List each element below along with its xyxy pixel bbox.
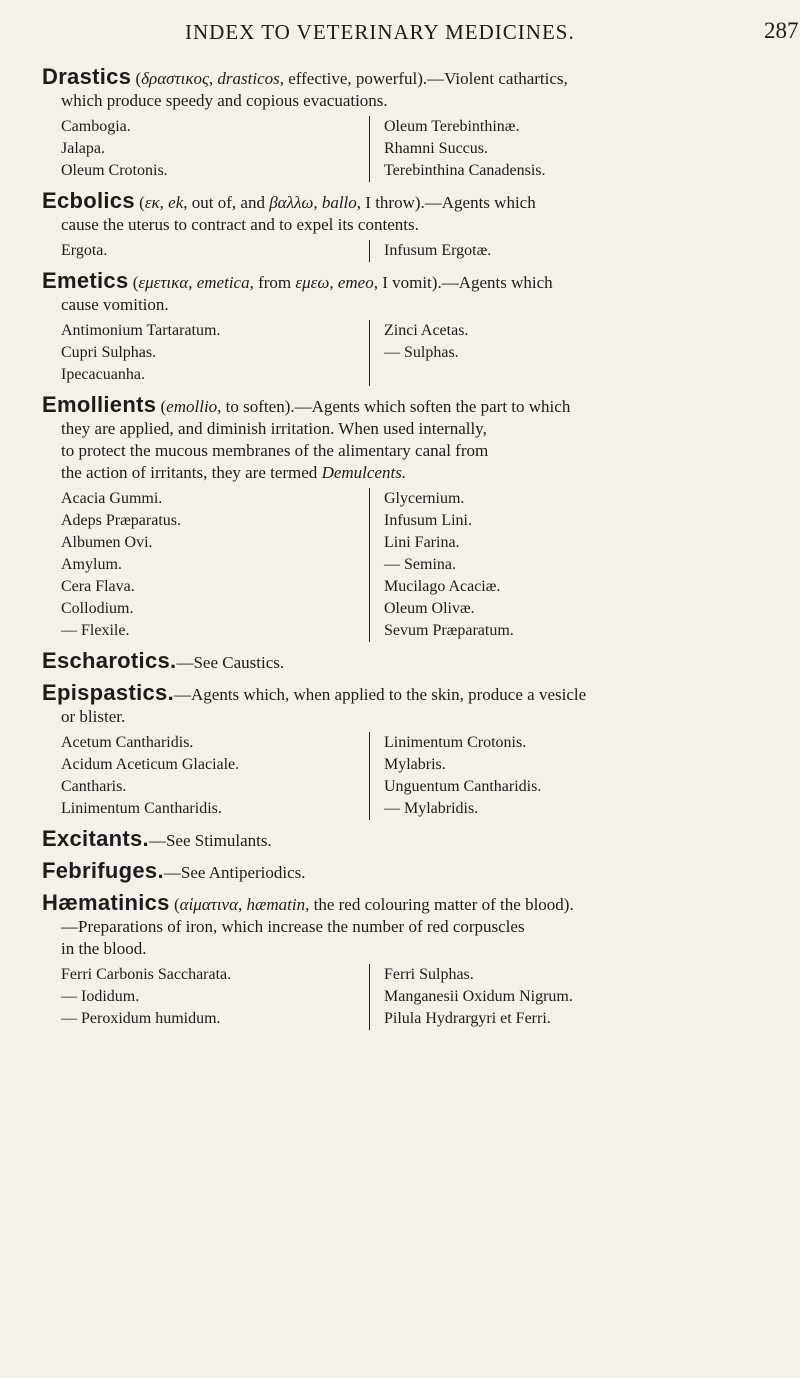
preparation-item: Amylum. [61, 556, 122, 573]
preparations-left-column [42, 732, 369, 820]
definition: —Agents which soften the part to which [294, 397, 571, 416]
greek-word: δραστικος [141, 69, 209, 88]
preparation-item: Mylabris. [384, 756, 446, 773]
latin-word: hæmatin [246, 895, 306, 914]
preparation-item: — Semina. [384, 556, 456, 573]
definition-continuation: cause the uterus to contract and to expel its contents. [61, 215, 419, 234]
preparation-item: Pilula Hydrargyri et Ferri. [384, 1010, 551, 1027]
preparation-item: Cambogia. [61, 118, 131, 135]
preparation-item: Mucilago Acaciæ. [384, 578, 501, 595]
entry-epispastics [42, 682, 782, 820]
preparations-list [42, 964, 782, 1030]
definition: —Agents which, when applied to the skin, produce a vesicle [174, 685, 587, 704]
cross-reference: —See Antiperiodics. [163, 863, 306, 882]
preparation-item: Manganesii Oxidum Nigrum. [384, 988, 573, 1005]
preparations-right-column [369, 240, 491, 262]
preparation-item: Jalapa. [61, 140, 105, 157]
entry-emollients [42, 394, 782, 642]
entry-drastics [42, 66, 782, 182]
entry-emetics [42, 270, 782, 386]
preparation-item: Unguentum Cantharidis. [384, 778, 542, 795]
entry-term: Emetics [42, 268, 129, 293]
preparations-left-column [42, 964, 369, 1030]
latin-word: emollio [166, 397, 218, 416]
definition-continuation: cause vomition. [61, 295, 169, 314]
greek-word: εμετικα [138, 273, 189, 292]
entry-term: Epispastics. [42, 680, 174, 705]
entry-febrifuges [42, 860, 782, 884]
preparation-item: Ferri Sulphas. [384, 966, 474, 983]
cross-reference: —See Stimulants. [148, 831, 272, 850]
preparations-left-column [42, 116, 369, 182]
preparation-item: Terebinthina Canadensis. [384, 162, 546, 179]
page-number: 287 [764, 18, 799, 43]
preparation-item: Zinci Acetas. [384, 322, 469, 339]
greek-word: εκ [144, 193, 160, 212]
latin-word: ballo [321, 193, 357, 212]
greek-word: αἱματινα [179, 895, 239, 914]
preparation-item: Collodium. [61, 600, 134, 617]
preparations-right-column [369, 732, 541, 820]
preparation-item: Infusum Ergotæ. [384, 242, 492, 259]
definition-continuation: they are applied, and diminish irritation. When used internally, [61, 419, 487, 438]
entry-heading [42, 682, 782, 706]
entry-heading [42, 650, 782, 674]
entry-ecbolics [42, 190, 782, 262]
preparation-item: — Peroxidum humidum. [61, 1010, 221, 1027]
entry-term: Excitants. [42, 826, 149, 851]
entry-heading: Hæmatinics (αἱματινα, hæmatin, the red colouring matter of the blood). [42, 890, 574, 915]
preparation-item: — Iodidum. [61, 988, 140, 1005]
preparation-item: Ferri Carbonis Saccharata. [61, 966, 232, 983]
preparations-list [42, 732, 782, 820]
preparations-left-column [42, 488, 369, 642]
preparation-item: Cera Flava. [61, 578, 135, 595]
preparations-right-column [369, 320, 468, 386]
preparation-item: Acidum Aceticum Glaciale. [61, 756, 240, 773]
preparation-item: Lini Farina. [384, 534, 460, 551]
preparation-item: Antimonium Tartaratum. [61, 322, 221, 339]
index-content [42, 66, 782, 1038]
entry-heading [42, 828, 782, 852]
entry-term: Drastics [42, 64, 132, 89]
latin-word: ek [168, 193, 184, 212]
cross-reference: —See Caustics. [176, 653, 285, 672]
preparations-left-column [42, 240, 369, 262]
preparation-item: Oleum Terebinthinæ. [384, 118, 520, 135]
entry-heading: Emollients (emollio, to soften).—Agents which soften the part to which [42, 392, 571, 417]
preparation-item: Rhamni Succus. [384, 140, 488, 157]
definition: —Agents which [424, 193, 536, 212]
definition-continuation: or blister. [61, 707, 126, 726]
preparation-item: Albumen Ovi. [61, 534, 153, 551]
entry-heading: Ecbolics (εκ, ek, out of, and βαλλω, ballo, I throw).—Agents which [42, 188, 536, 213]
latin-word: emeo [337, 273, 374, 292]
preparation-item: Ipecacuanha. [61, 366, 145, 383]
preparation-item: Oleum Olivæ. [384, 600, 475, 617]
preparation-item: Acetum Cantharidis. [61, 734, 194, 751]
preparations-right-column [369, 488, 514, 642]
entry-excitants [42, 828, 782, 852]
latin-word: emetica [196, 273, 250, 292]
cross-reference: Demulcents. [321, 463, 407, 482]
preparation-item: — Flexile. [61, 622, 130, 639]
preparation-item: Sevum Præparatum. [384, 622, 514, 639]
preparation-item: — Sulphas. [384, 344, 459, 361]
definition-continuation: —Preparations of iron, which increase the number of red corpuscles [61, 917, 525, 936]
entry-haematinics [42, 892, 782, 1030]
definition-continuation: which produce speedy and copious evacuations. [61, 91, 388, 110]
entry-escharotics [42, 650, 782, 674]
preparation-item: Cantharis. [61, 778, 127, 795]
entry-term: Hæmatinics [42, 890, 170, 915]
preparations-left-column [42, 320, 369, 386]
preparation-item: Oleum Crotonis. [61, 162, 168, 179]
preparation-item: Linimentum Cantharidis. [61, 800, 222, 817]
entry-heading: Drastics (δραστικος, drasticos, effective, powerful).—Violent cathartics, [42, 64, 568, 89]
definition-continuation: the action of irritants, they are termed Demulcents. [61, 463, 407, 482]
preparation-item: Acacia Gummi. [61, 490, 163, 507]
preparations-right-column [369, 116, 546, 182]
entry-term: Ecbolics [42, 188, 135, 213]
running-head: INDEX TO VETERINARY MEDICINES. [185, 20, 575, 44]
preparation-item: Glycernium. [384, 490, 465, 507]
entry-heading [42, 860, 782, 884]
definition-continuation: to protect the mucous membranes of the alimentary canal from [61, 441, 489, 460]
preparations-list [42, 116, 782, 182]
preparation-item: Ergota. [61, 242, 108, 259]
greek-word: εμεω [295, 273, 330, 292]
entry-term: Escharotics. [42, 648, 177, 673]
preparations-list [42, 240, 782, 262]
preparations-list [42, 488, 782, 642]
entry-term: Febrifuges. [42, 858, 164, 883]
preparation-item: Infusum Lini. [384, 512, 472, 529]
preparations-list [42, 320, 782, 386]
preparations-right-column [369, 964, 573, 1030]
greek-word: βαλλω [269, 193, 314, 212]
preparation-item: Linimentum Crotonis. [384, 734, 527, 751]
definition: —Violent cathartics, [427, 69, 568, 88]
preparation-item: Adeps Præparatus. [61, 512, 181, 529]
latin-word: drasticos [217, 69, 280, 88]
entry-heading: Emetics (εμετικα, emetica, from εμεω, emeo, I vomit).—Agents which [42, 268, 553, 293]
definition: —Agents which [441, 273, 553, 292]
entry-term: Emollients [42, 392, 157, 417]
preparation-item: — Mylabridis. [384, 800, 479, 817]
preparation-item: Cupri Sulphas. [61, 344, 157, 361]
definition-continuation: in the blood. [61, 939, 147, 958]
